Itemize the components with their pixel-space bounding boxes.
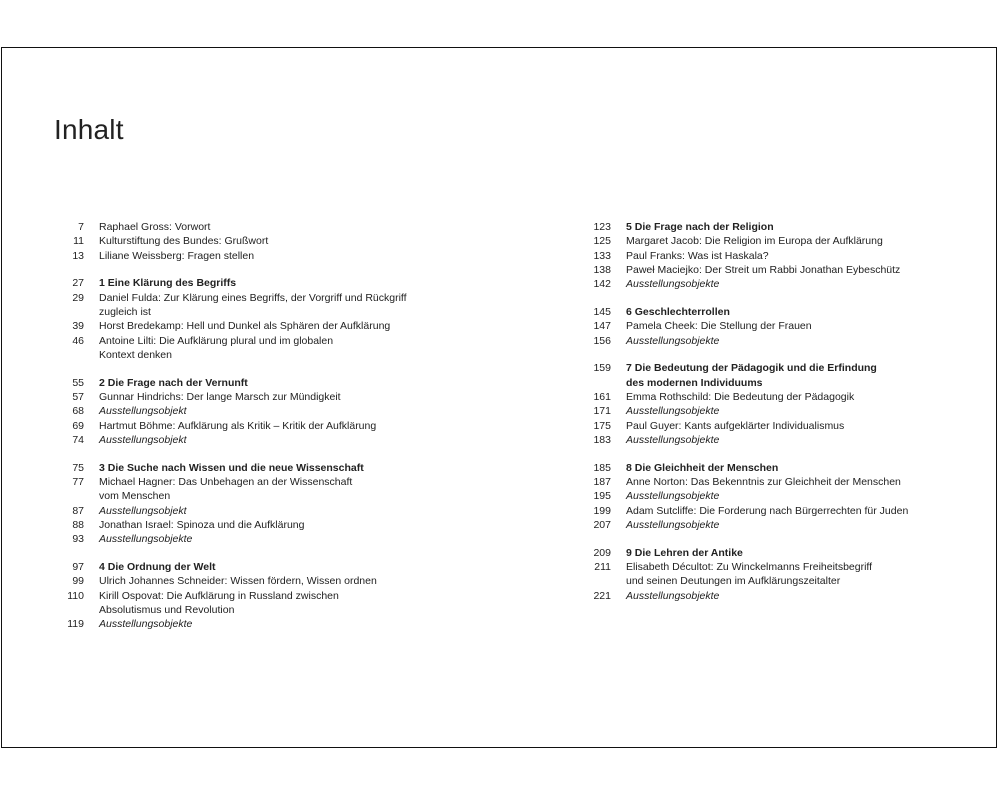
toc-entry-text: Ausstellungsobjekte [626,278,720,291]
toc-page-number: 175 [593,419,611,432]
toc-entry-text: Ulrich Johannes Schneider: Wissen fördern, Wissen ordnen [99,575,377,588]
toc-entry [586,234,966,248]
toc-page-number: 145 [593,305,611,318]
toc-group [586,361,966,447]
toc-entry [586,475,966,489]
toc-entry-text: 8 Die Gleichheit der Menschen [626,461,779,474]
toc-entry [586,433,966,447]
toc-entry-text: 1 Eine Klärung des Begriffs [99,277,237,290]
toc-entry-text: Pamela Cheek: Die Stellung der Frauen [626,320,812,333]
toc-page-number: 46 [72,334,84,347]
toc-page-number: 77 [72,475,84,488]
toc-entry-text: Emma Rothschild: Die Bedeutung der Pädagogik [626,390,855,403]
toc-group [60,461,440,547]
toc-entry-text: Michael Hagner: Das Unbehagen an der Wissenschaft vom Menschen [99,475,353,503]
toc-entry [60,419,440,433]
toc-entry-text: Ausstellungsobjekte [626,518,720,531]
toc-chapter-heading [586,461,966,475]
toc-entry-text: Anne Norton: Das Bekenntnis zur Gleichheit der Menschen [626,475,901,488]
toc-page-number: 187 [593,475,611,488]
toc-page-number: 161 [593,390,611,403]
toc-entry-text: Horst Bredekamp: Hell und Dunkel als Sphären der Aufklärung [99,320,391,333]
toc-page-number: 68 [72,405,84,418]
toc-entry [586,249,966,263]
toc-entry-text: Ausstellungsobjekt [99,504,187,517]
toc-entry [60,475,440,504]
toc-entry-text: Margaret Jacob: Die Religion im Europa der Aufklärung [626,235,883,248]
toc-group [586,461,966,532]
toc-entry-text: Ausstellungsobjekte [99,533,193,546]
toc-page-number: 55 [72,376,84,389]
toc-entry [60,334,440,363]
toc-page-number: 185 [593,461,611,474]
toc-entry-text: 7 Die Bedeutung der Pädagogik und die Erfindung des modernen Individuums [626,362,877,389]
toc-entry [586,263,966,277]
toc-entry-text: 9 Die Lehren der Antike [626,546,743,559]
toc-page-number: 195 [593,490,611,503]
toc-chapter-heading [60,276,440,290]
toc-chapter-heading [586,546,966,560]
toc-entry-text: Daniel Fulda: Zur Klärung eines Begriffs, der Vorgriff und Rückgriff zugleich ist [99,291,407,318]
toc-entry [60,390,440,404]
toc-page-number: 147 [593,320,611,333]
toc-entry [60,319,440,333]
toc-entry [586,404,966,418]
toc-group [586,546,966,603]
toc-entry [60,404,440,418]
toc-chapter-heading [60,376,440,390]
toc-entry-text: Ausstellungsobjekte [626,334,720,347]
toc-entry [586,334,966,348]
toc-entry-text: 3 Die Suche nach Wissen und die neue Wissenschaft [99,461,364,474]
toc-entry [60,234,440,248]
toc-entry [60,518,440,532]
toc-entry [586,518,966,532]
toc-page-number: 199 [593,504,611,517]
toc-entry-text: Paul Franks: Was ist Haskala? [626,249,769,262]
toc-entry [586,589,966,603]
toc-page-number: 11 [73,235,84,248]
toc-entry-text: Paweł Maciejko: Der Streit um Rabbi Jonathan Eybeschütz [626,263,901,276]
toc-page-number: 97 [72,560,84,573]
toc-group [586,220,966,291]
toc-page-number: 171 [593,405,611,418]
toc-entry-text: Kulturstiftung des Bundes: Grußwort [99,235,269,248]
toc-group [586,305,966,348]
toc-entry [586,277,966,291]
toc-entry [586,390,966,404]
toc-group [60,560,440,631]
toc-entry [60,574,440,588]
toc-entry-text: Jonathan Israel: Spinoza und die Aufklärung [99,518,305,531]
toc-entry [60,617,440,631]
toc-page-number: 93 [72,533,84,546]
toc-entry-text: Ausstellungsobjekte [626,490,720,503]
toc-page-number: 209 [593,546,611,559]
toc-chapter-heading [60,461,440,475]
toc-page-number: 110 [67,589,84,602]
toc-page-number: 74 [72,433,84,446]
toc-entry [586,419,966,433]
toc-group [60,276,440,362]
toc-entry-text: Ausstellungsobjekt [99,405,187,418]
toc-entry-text: Paul Guyer: Kants aufgeklärter Individualismus [626,419,845,432]
toc-page-number: 75 [72,461,84,474]
toc-chapter-heading [586,361,966,390]
toc-page-number: 57 [72,390,84,403]
toc-page-number: 99 [72,575,84,588]
toc-group [60,376,440,447]
toc-page-number: 221 [593,589,611,602]
toc-entry-text: Elisabeth Décultot: Zu Winckelmanns Freiheitsbegriff und seinen Deutungen im Aufklärungszeitalter [626,560,873,588]
toc-page-number: 27 [72,277,84,290]
toc-entry-text: Ausstellungsobjekt [99,433,187,446]
toc-page-number: 13 [72,249,84,262]
toc-page-number: 7 [78,221,84,233]
toc-page-number: 125 [593,235,611,248]
toc-entry [60,220,440,234]
toc-column-right [586,220,966,616]
toc-entry-text: Ausstellungsobjekte [626,433,720,446]
toc-entry-text: 4 Die Ordnung der Welt [99,560,216,573]
toc-page-number: 123 [593,221,611,233]
toc-chapter-heading [586,305,966,319]
toc-page-number: 156 [593,334,611,347]
toc-entry-text: Hartmut Böhme: Aufklärung als Kritik – Kritik der Aufklärung [99,419,377,432]
toc-chapter-heading [60,560,440,574]
toc-page-number: 29 [72,291,84,304]
toc-entry [60,291,440,320]
toc-entry-text: Liliane Weissberg: Fragen stellen [99,249,255,262]
toc-page-number: 119 [67,618,84,631]
toc-entry [60,589,440,618]
toc-entry-text: 6 Geschlechterrollen [626,305,730,318]
toc-page-number: 39 [72,320,84,333]
toc-entry [586,504,966,518]
toc-entry-text: Adam Sutcliffe: Die Forderung nach Bürgerrechten für Juden [626,504,909,517]
toc-entry [60,433,440,447]
toc-entry-text: Raphael Gross: Vorwort [99,221,211,233]
toc-chapter-heading [586,220,966,234]
toc-group [60,220,440,263]
toc-entry-text: Antoine Lilti: Die Aufklärung plural und im globalen Kontext denken [99,334,334,361]
toc-page-number: 207 [593,518,611,531]
toc-page-number: 159 [593,362,611,375]
toc-page-number: 87 [72,504,84,517]
toc-page-number: 138 [593,263,611,276]
page-title: Inhalt [54,114,124,145]
toc-column-left [60,220,440,645]
toc-entry [60,249,440,263]
toc-entry-text: Gunnar Hindrichs: Der lange Marsch zur Mündigkeit [99,390,341,403]
toc-entry-text: Ausstellungsobjekte [99,618,193,631]
toc-page-number: 142 [593,278,611,291]
toc-page-number: 69 [72,419,84,432]
book-page [1,47,997,748]
toc-entry [586,560,966,589]
toc-entry [586,319,966,333]
toc-entry-text: Kirill Ospovat: Die Aufklärung in Russland zwischen Absolutismus und Revolution [99,589,339,616]
toc-entry [60,504,440,518]
toc-page-number: 183 [593,433,611,446]
toc-entry [60,532,440,546]
toc-entry-text: 5 Die Frage nach der Religion [626,221,774,233]
toc-page-number: 133 [593,249,611,262]
toc-entry-text: Ausstellungsobjekte [626,589,720,602]
toc-page-number: 88 [72,518,84,531]
toc-entry [586,489,966,503]
toc-entry-text: Ausstellungsobjekte [626,405,720,418]
toc-entry-text: 2 Die Frage nach der Vernunft [99,376,248,389]
toc-page-number: 211 [594,560,611,573]
